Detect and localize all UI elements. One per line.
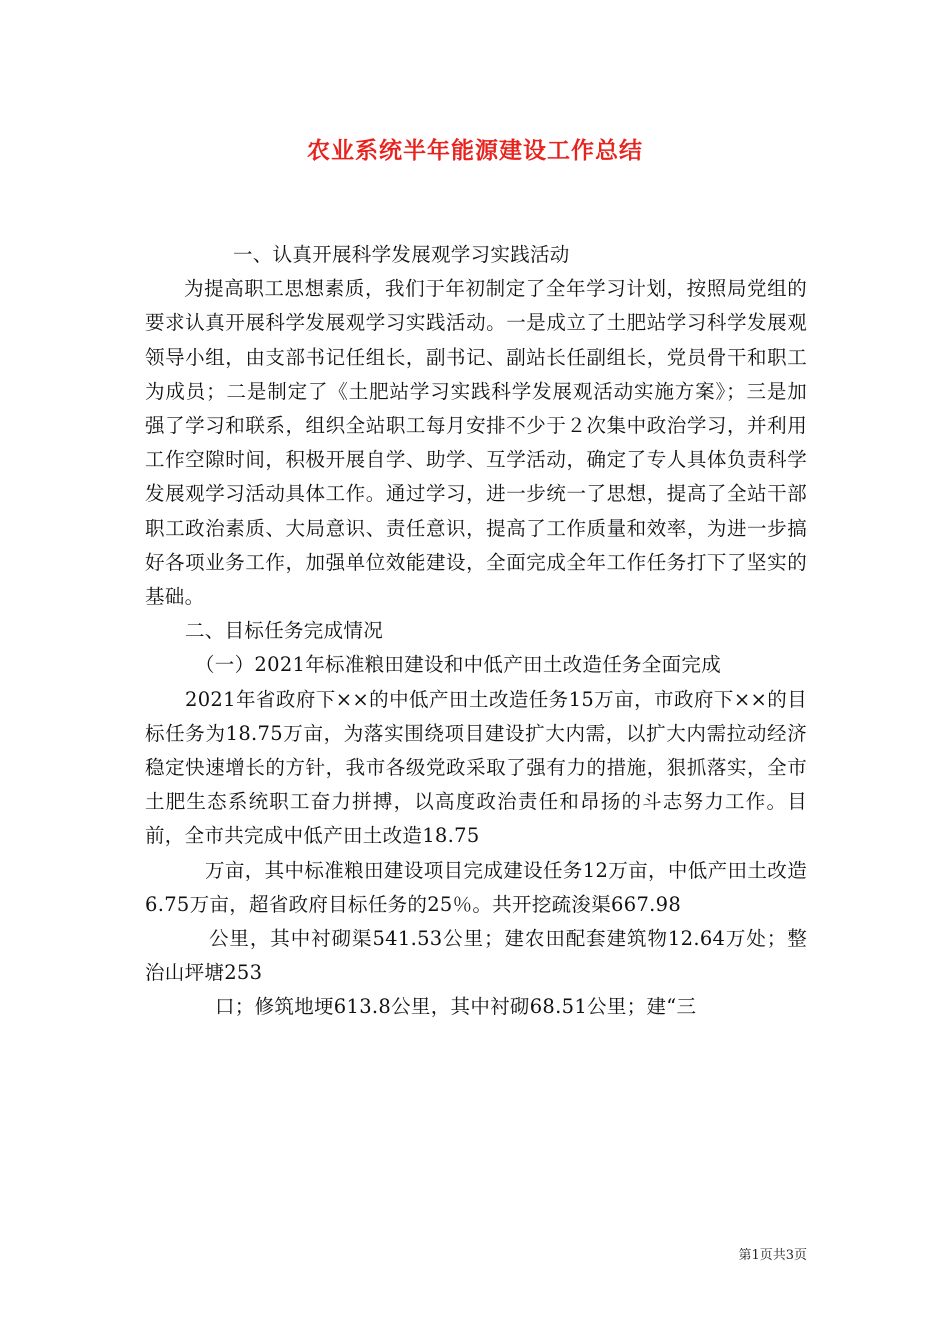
paragraph-continuation-3: 口；修筑地埂613.8公里，其中衬砌68.51公里；建“三 [215, 995, 697, 1019]
paragraph-continuation-2: 公里，其中衬砌渠541.53公里；建农田配套建筑物12.64万处；整治山坪塘253 [145, 927, 807, 985]
page-number: 第1页共3页 [738, 1248, 807, 1263]
paragraph-continuation-1: 万亩，其中标准粮田建设项目完成建设任务12万亩，中低产田土改造6.75万亩，超省政府目标任务的25％。共开挖疏浚渠667.98 [145, 858, 807, 916]
paragraph-study-activities: 为提高职工思想素质，我们于年初制定了全年学习计划，按照局党组的要求认真开展科学发展观学习实践活动。一是成立了土肥站学习科学发展观领导小组，由支部书记任组长，副书记、副站长任副组长，党员骨干和职工为成员；二是制定了《土肥站学习实践科学发展观活动实施方案》；三是加强了学习和联系，组织全站职工每月安排不少于２次集中政治学习，并利用工作空隙时间，积极开展自学、助学、互学活动，确定了专人具体负责科学发展观学习活动具体工作。通过学习，进一步统一了思想，提高了全站干部职工政治素质、大局意识、责任意识，提高了工作质量和效率，为进一步搞好各项业务工作，加强单位效能建设，全面完成全年工作任务打下了坚实的基础。 [145, 277, 807, 609]
subsection-heading-1: （一）2021年标准粮田建设和中低产田土改造任务全面完成 [195, 653, 722, 677]
document-title: 农业系统半年能源建设工作总结 [307, 137, 643, 164]
section-heading-2: 二、目标任务完成情况 [185, 619, 384, 643]
document-body [145, 238, 807, 1025]
paragraph-task-completion: 2021年省政府下××的中低产田土改造任务15万亩，市政府下××的目标任务为18.75万亩，为落实围绕项目建设扩大内需，以扩大内需拉动经济稳定快速增长的方针，我市各级党政采取了强有力的措施，狠抓落实，全市土肥生态系统职工奋力拼搏，以高度政治责任和昂扬的斗志努力工作。目前，全市共完成中低产田土改造18.75 [145, 687, 807, 848]
section-heading-1: 一、认真开展科学发展观学习实践活动 [233, 243, 570, 266]
